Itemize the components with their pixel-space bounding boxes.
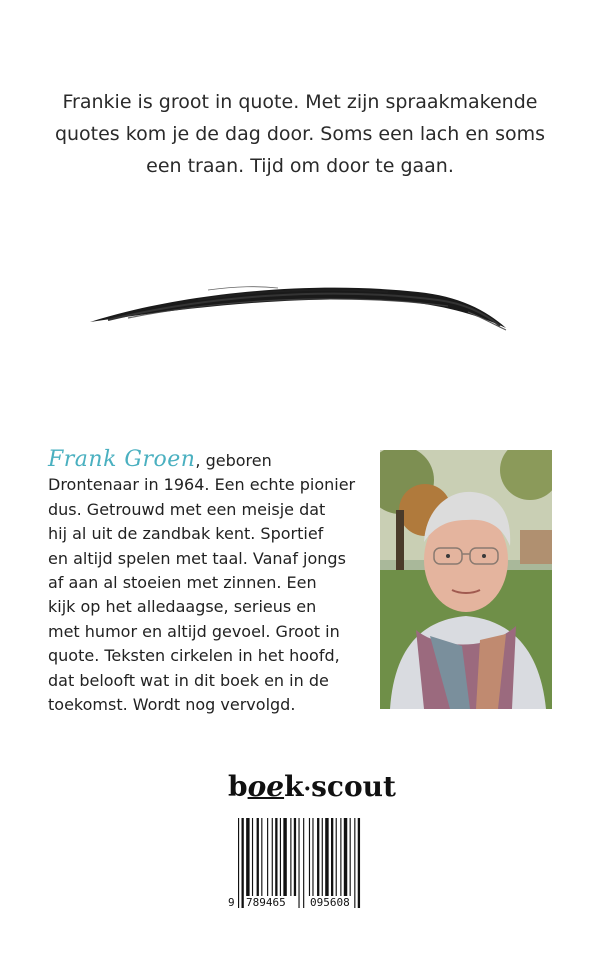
logo-word: scout	[311, 770, 396, 803]
barcode-bar	[298, 818, 299, 908]
bio-line: en altijd spelen met taal. Vanaf jongs	[48, 548, 346, 568]
blurb-line: Frankie is groot in quote. Met zijn spraakmakende	[62, 91, 538, 113]
blurb-line: een traan. Tijd om door te gaan.	[146, 155, 454, 177]
barcode-digit-first: 9	[228, 896, 235, 909]
barcode-bar	[238, 818, 239, 908]
barcode-bar	[267, 818, 268, 896]
bio-line: dus. Getrouwd met een meisje dat	[48, 499, 326, 519]
brush-stroke-decoration	[88, 276, 508, 336]
barcode-bar	[344, 818, 347, 896]
bio-line: hij al uit de zandbak kent. Sportief	[48, 524, 324, 544]
barcode-bar	[322, 818, 323, 896]
barcode-bar	[312, 818, 313, 896]
barcode-bar	[340, 818, 341, 896]
logo-letter: b	[228, 770, 248, 803]
blurb-line: quotes kom je de dag door. Soms een lach en soms	[54, 123, 546, 145]
barcode-bar	[272, 818, 273, 896]
bio-line: kijk op het alledaagse, serieus en	[48, 597, 317, 617]
barcode-bar	[257, 818, 259, 896]
bio-first-line-rest: , geboren	[195, 451, 272, 470]
bio-line: toekomst. Wordt nog vervolgd.	[48, 695, 296, 715]
barcode-bar	[275, 818, 277, 896]
barcode-bar	[358, 818, 360, 908]
back-cover-blurb	[50, 86, 550, 182]
barcode-bar	[350, 818, 351, 896]
barcode-bar	[317, 818, 319, 896]
bio-first-line	[48, 448, 368, 473]
barcode-bar	[242, 818, 244, 908]
bio-line: af aan al stoeien met zinnen. Een	[48, 573, 317, 593]
barcode-group-left: 789465	[246, 896, 286, 909]
author-bio	[48, 448, 368, 717]
logo-separator: ·	[303, 776, 312, 802]
logo-underlined-letters: oe	[247, 770, 285, 803]
bio-line: quote. Teksten cirkelen in het hoofd,	[48, 646, 340, 666]
publisher-logo	[228, 770, 396, 810]
bio-line: Drontenaar in 1964. Een echte pionier	[48, 475, 356, 495]
barcode-bar	[294, 818, 296, 896]
barcode-bar	[331, 818, 333, 896]
logo-letter: k	[284, 770, 304, 803]
barcode-bar	[280, 818, 281, 896]
author-photo	[380, 450, 552, 709]
barcode-bar	[283, 818, 286, 896]
author-name: Frank Groen	[48, 447, 196, 472]
barcode-bar	[290, 818, 291, 896]
barcode-group-right: 095608	[310, 896, 350, 909]
barcode-bar	[246, 818, 249, 896]
barcode-bar	[261, 818, 262, 896]
barcode-bar	[325, 818, 328, 896]
barcode-bar	[336, 818, 337, 896]
barcode-bar	[309, 818, 310, 896]
barcode-bar	[303, 818, 304, 908]
bio-line: dat belooft wat in dit boek en in de	[48, 670, 329, 690]
barcode-bar	[354, 818, 355, 908]
bio-line: met humor en altijd gevoel. Groot in	[48, 621, 340, 641]
barcode-bar	[252, 818, 253, 896]
